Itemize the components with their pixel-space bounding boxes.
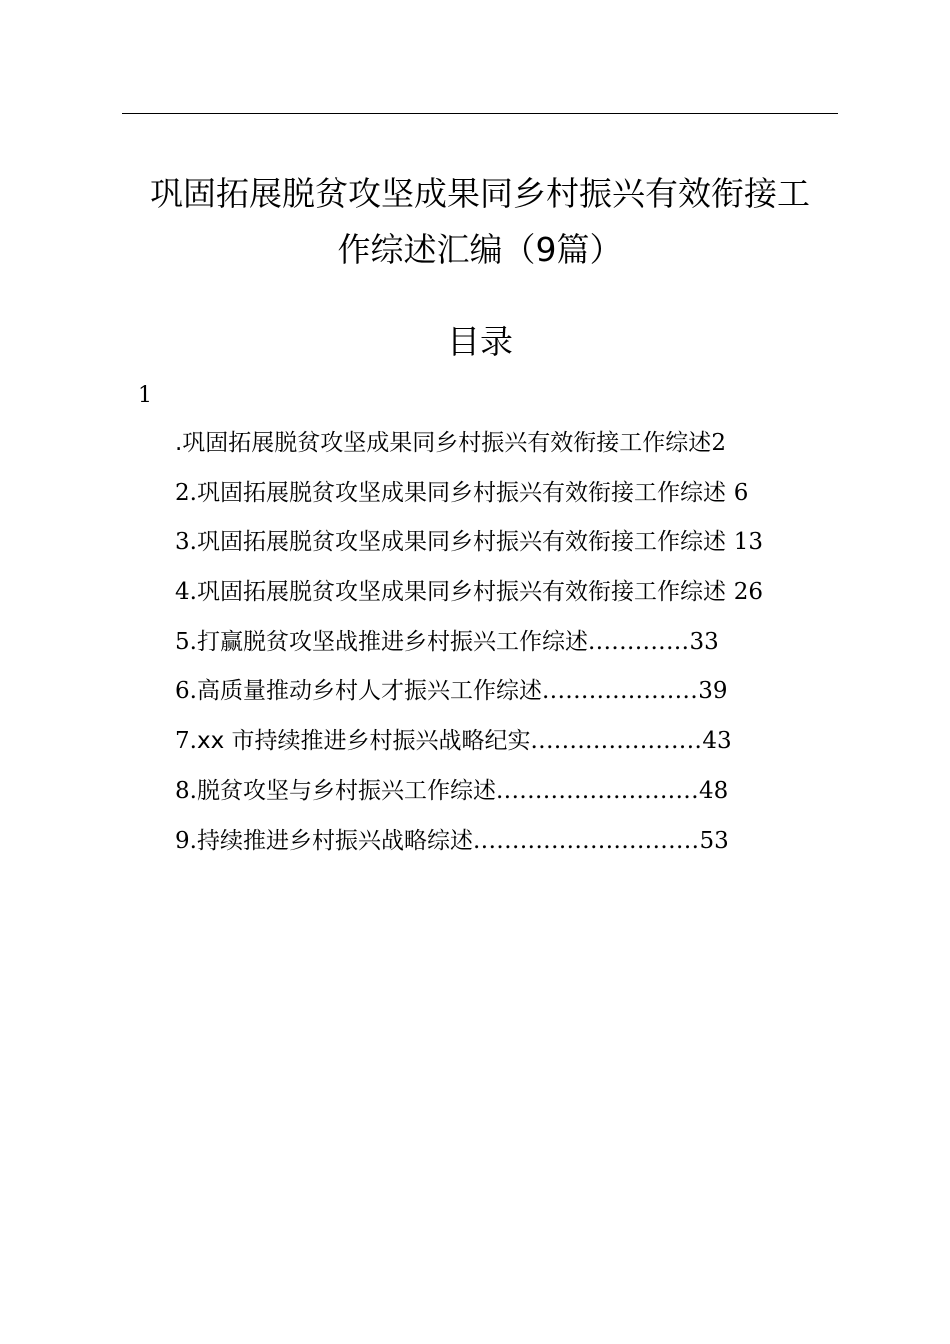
toc-entry-3[interactable]	[175, 518, 855, 568]
toc-entry-title: .巩固拓展脱贫攻坚成果同乡村振兴有效衔接工作综述	[175, 430, 712, 456]
toc-leader-dots: ....................	[541, 678, 699, 705]
toc-entry-title: 打赢脱贫攻坚战推进乡村振兴工作综述	[196, 628, 588, 655]
document-title	[100, 166, 860, 278]
toc-entry-4[interactable]	[175, 568, 855, 618]
toc-entry-number: 5.	[175, 628, 197, 655]
toc-entry-title: 巩固拓展脱贫攻坚成果同乡村振兴有效衔接工作综述	[196, 579, 726, 606]
toc-entry-number: 2.	[175, 479, 197, 506]
toc-leader-dots	[726, 480, 734, 506]
toc-entry-number: 8.	[175, 777, 197, 804]
toc-entry-title: 巩固拓展脱贫攻坚成果同乡村振兴有效衔接工作综述	[196, 529, 726, 556]
toc-entry-title: 高质量推动乡村人才振兴工作综述	[196, 678, 542, 705]
toc-page-number: 26	[733, 579, 764, 606]
toc-page-number: 53	[699, 827, 729, 854]
toc-leader-dots: ..........................	[495, 777, 700, 804]
toc-entry-number: 9.	[175, 827, 197, 854]
toc-heading: 目录	[447, 322, 513, 361]
toc-page-number: 43	[702, 728, 732, 755]
toc-leader-dots: ......................	[530, 728, 703, 755]
toc-entry-1[interactable]	[175, 419, 855, 469]
toc-entry-2[interactable]	[175, 469, 855, 519]
toc-leader-dots	[726, 529, 734, 555]
toc-page-number: 33	[689, 628, 719, 655]
toc-entry-title: 脱贫攻坚与乡村振兴工作综述	[196, 777, 496, 804]
toc-entry-title: 巩固拓展脱贫攻坚成果同乡村振兴有效衔接工作综述	[196, 479, 726, 506]
toc-page-number: 13	[733, 529, 764, 556]
toc-leader-dots	[726, 579, 734, 605]
toc-page-number: 48	[699, 777, 729, 804]
toc-entry-title: 持续推进乡村振兴战略综述	[196, 827, 473, 854]
toc-entry-number: 3.	[175, 529, 197, 556]
toc-entry-number: 4.	[175, 579, 197, 606]
toc-entry-5[interactable]	[175, 618, 855, 668]
toc-entry-8[interactable]	[175, 767, 855, 817]
toc-entry-number: 6.	[175, 678, 197, 705]
header-rule	[122, 113, 838, 114]
toc-entry-7[interactable]	[175, 717, 855, 767]
toc-leader-dots: .............................	[472, 827, 700, 854]
toc-entry-6[interactable]	[175, 667, 855, 717]
document-title-line-2: 作综述汇编（9篇）	[337, 230, 623, 269]
toc-leader-dots: .............	[587, 628, 690, 655]
toc-entry-title: xx 市持续推进乡村振兴战略纪实	[196, 728, 531, 755]
toc-page-number: 2	[711, 430, 726, 456]
table-of-contents	[175, 419, 855, 866]
toc-page-number: 6	[733, 479, 749, 506]
toc-stray-number: 1	[138, 383, 152, 408]
toc-page-number: 39	[698, 678, 728, 705]
toc-entry-number: 7.	[175, 728, 197, 755]
document-title-line-1: 巩固拓展脱贫攻坚成果同乡村振兴有效衔接工	[150, 174, 810, 213]
toc-entry-9[interactable]	[175, 817, 855, 867]
